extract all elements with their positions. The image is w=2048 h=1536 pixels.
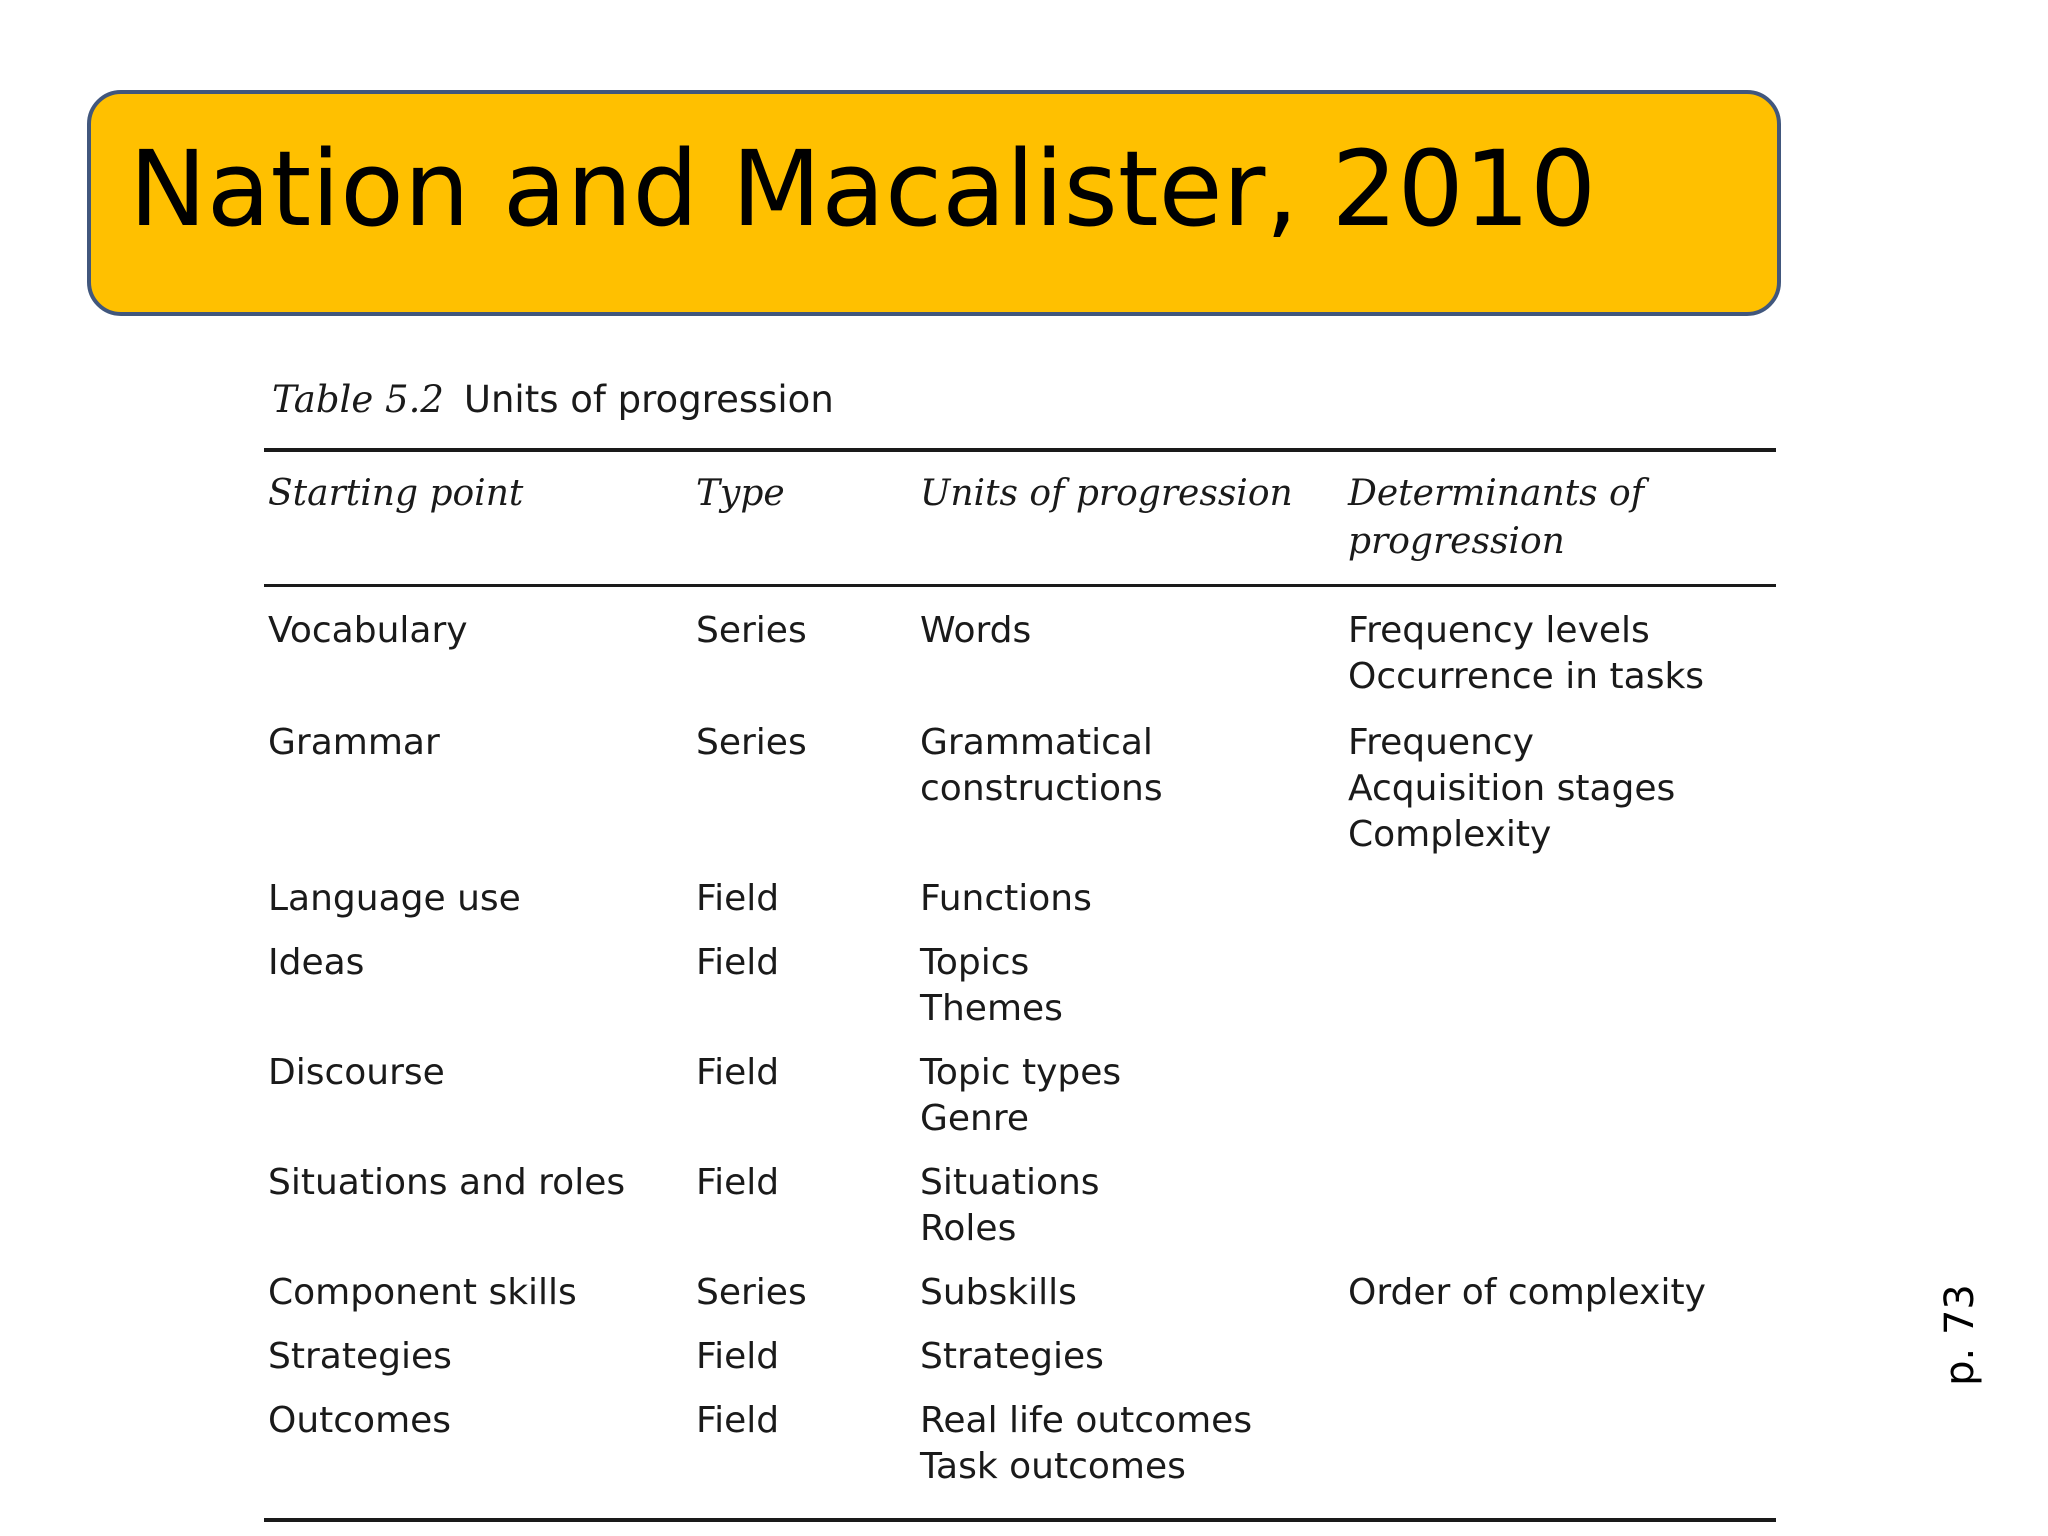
cell-line: Themes bbox=[920, 988, 1063, 1029]
cell-line: Complexity bbox=[1348, 814, 1552, 855]
page-reference: p. 73 bbox=[1937, 1284, 1983, 1386]
cell-line: Situations and roles bbox=[268, 1162, 626, 1203]
cell-line: Ideas bbox=[268, 942, 365, 983]
type-cell bbox=[696, 1050, 779, 1096]
cell-line: Words bbox=[920, 610, 1032, 651]
cell-line: Language use bbox=[268, 878, 521, 919]
determinants-cell bbox=[1348, 608, 1704, 700]
cell-line: Discourse bbox=[268, 1052, 445, 1093]
cell-line: Component skills bbox=[268, 1272, 577, 1313]
type-cell bbox=[696, 608, 807, 654]
cell-line: Field bbox=[696, 878, 780, 919]
cell-line: Grammar bbox=[268, 722, 440, 763]
table-top-rule bbox=[264, 448, 1776, 452]
units-cell bbox=[920, 876, 1092, 922]
cell-line: Acquisition stages bbox=[1348, 768, 1676, 809]
starting-point-cell bbox=[268, 876, 521, 922]
cell-line: Functions bbox=[920, 878, 1092, 919]
cell-line: Subskills bbox=[920, 1272, 1077, 1313]
determinants-cell bbox=[1348, 1270, 1706, 1316]
type-cell bbox=[696, 1334, 779, 1380]
type-cell bbox=[696, 1160, 779, 1206]
cell-line: Strategies bbox=[920, 1336, 1104, 1377]
units-cell bbox=[920, 608, 1031, 654]
cell-line: Topics bbox=[920, 942, 1030, 983]
starting-point-cell bbox=[268, 1160, 625, 1206]
cell-line: Roles bbox=[920, 1208, 1017, 1249]
cell-line: Outcomes bbox=[268, 1400, 452, 1441]
table-caption bbox=[272, 378, 834, 421]
type-cell bbox=[696, 1398, 779, 1444]
type-cell bbox=[696, 1270, 807, 1316]
cell-line: Grammatical bbox=[920, 722, 1153, 763]
starting-point-cell bbox=[268, 1334, 452, 1380]
determinants-cell bbox=[1348, 720, 1675, 858]
cell-line: Frequency levels bbox=[1348, 610, 1650, 651]
cell-line: Strategies bbox=[268, 1336, 452, 1377]
cell-line: Situations bbox=[920, 1162, 1100, 1203]
units-cell bbox=[920, 1160, 1100, 1252]
header-determinants-of-progression: Determinants of progression bbox=[1348, 473, 1645, 562]
table-header-rule bbox=[264, 584, 1776, 587]
cell-line: Vocabulary bbox=[268, 610, 468, 651]
cell-line: Frequency bbox=[1348, 722, 1534, 763]
cell-line: Task outcomes bbox=[920, 1446, 1186, 1487]
cell-line: Series bbox=[696, 1272, 807, 1313]
header-type: Type bbox=[696, 473, 785, 514]
cell-line: Field bbox=[696, 1400, 780, 1441]
table-caption-title: Units of progression bbox=[463, 378, 834, 421]
table-bottom-rule bbox=[264, 1518, 1776, 1522]
starting-point-cell bbox=[268, 1270, 577, 1316]
cell-line: Field bbox=[696, 1052, 780, 1093]
cell-line: constructions bbox=[920, 768, 1163, 809]
starting-point-cell bbox=[268, 940, 364, 986]
type-cell bbox=[696, 720, 807, 766]
cell-line: Series bbox=[696, 610, 807, 651]
starting-point-cell bbox=[268, 1050, 445, 1096]
slide-title: Nation and Macalister, 2010 bbox=[129, 128, 1597, 250]
header-units-of-progression: Units of progression bbox=[920, 473, 1293, 514]
units-cell bbox=[920, 1270, 1077, 1316]
units-cell bbox=[920, 940, 1063, 1032]
table-caption-label: Table 5.2 bbox=[272, 378, 444, 421]
cell-line: Occurrence in tasks bbox=[1348, 656, 1705, 697]
cell-line: Real life outcomes bbox=[920, 1400, 1253, 1441]
cell-line: Field bbox=[696, 1162, 780, 1203]
units-cell bbox=[920, 1050, 1121, 1142]
title-banner bbox=[87, 90, 1781, 316]
type-cell bbox=[696, 876, 779, 922]
cell-line: Order of complexity bbox=[1348, 1272, 1706, 1313]
units-cell bbox=[920, 1334, 1104, 1380]
starting-point-cell bbox=[268, 720, 440, 766]
cell-line: Field bbox=[696, 1336, 780, 1377]
starting-point-cell bbox=[268, 608, 468, 654]
starting-point-cell bbox=[268, 1398, 451, 1444]
units-cell bbox=[920, 720, 1163, 812]
units-of-progression-table bbox=[264, 370, 1780, 1530]
cell-line: Field bbox=[696, 942, 780, 983]
cell-line: Topic types bbox=[920, 1052, 1122, 1093]
units-cell bbox=[920, 1398, 1252, 1490]
header-starting-point: Starting point bbox=[268, 473, 524, 514]
cell-line: Series bbox=[696, 722, 807, 763]
type-cell bbox=[696, 940, 779, 986]
cell-line: Genre bbox=[920, 1098, 1030, 1139]
